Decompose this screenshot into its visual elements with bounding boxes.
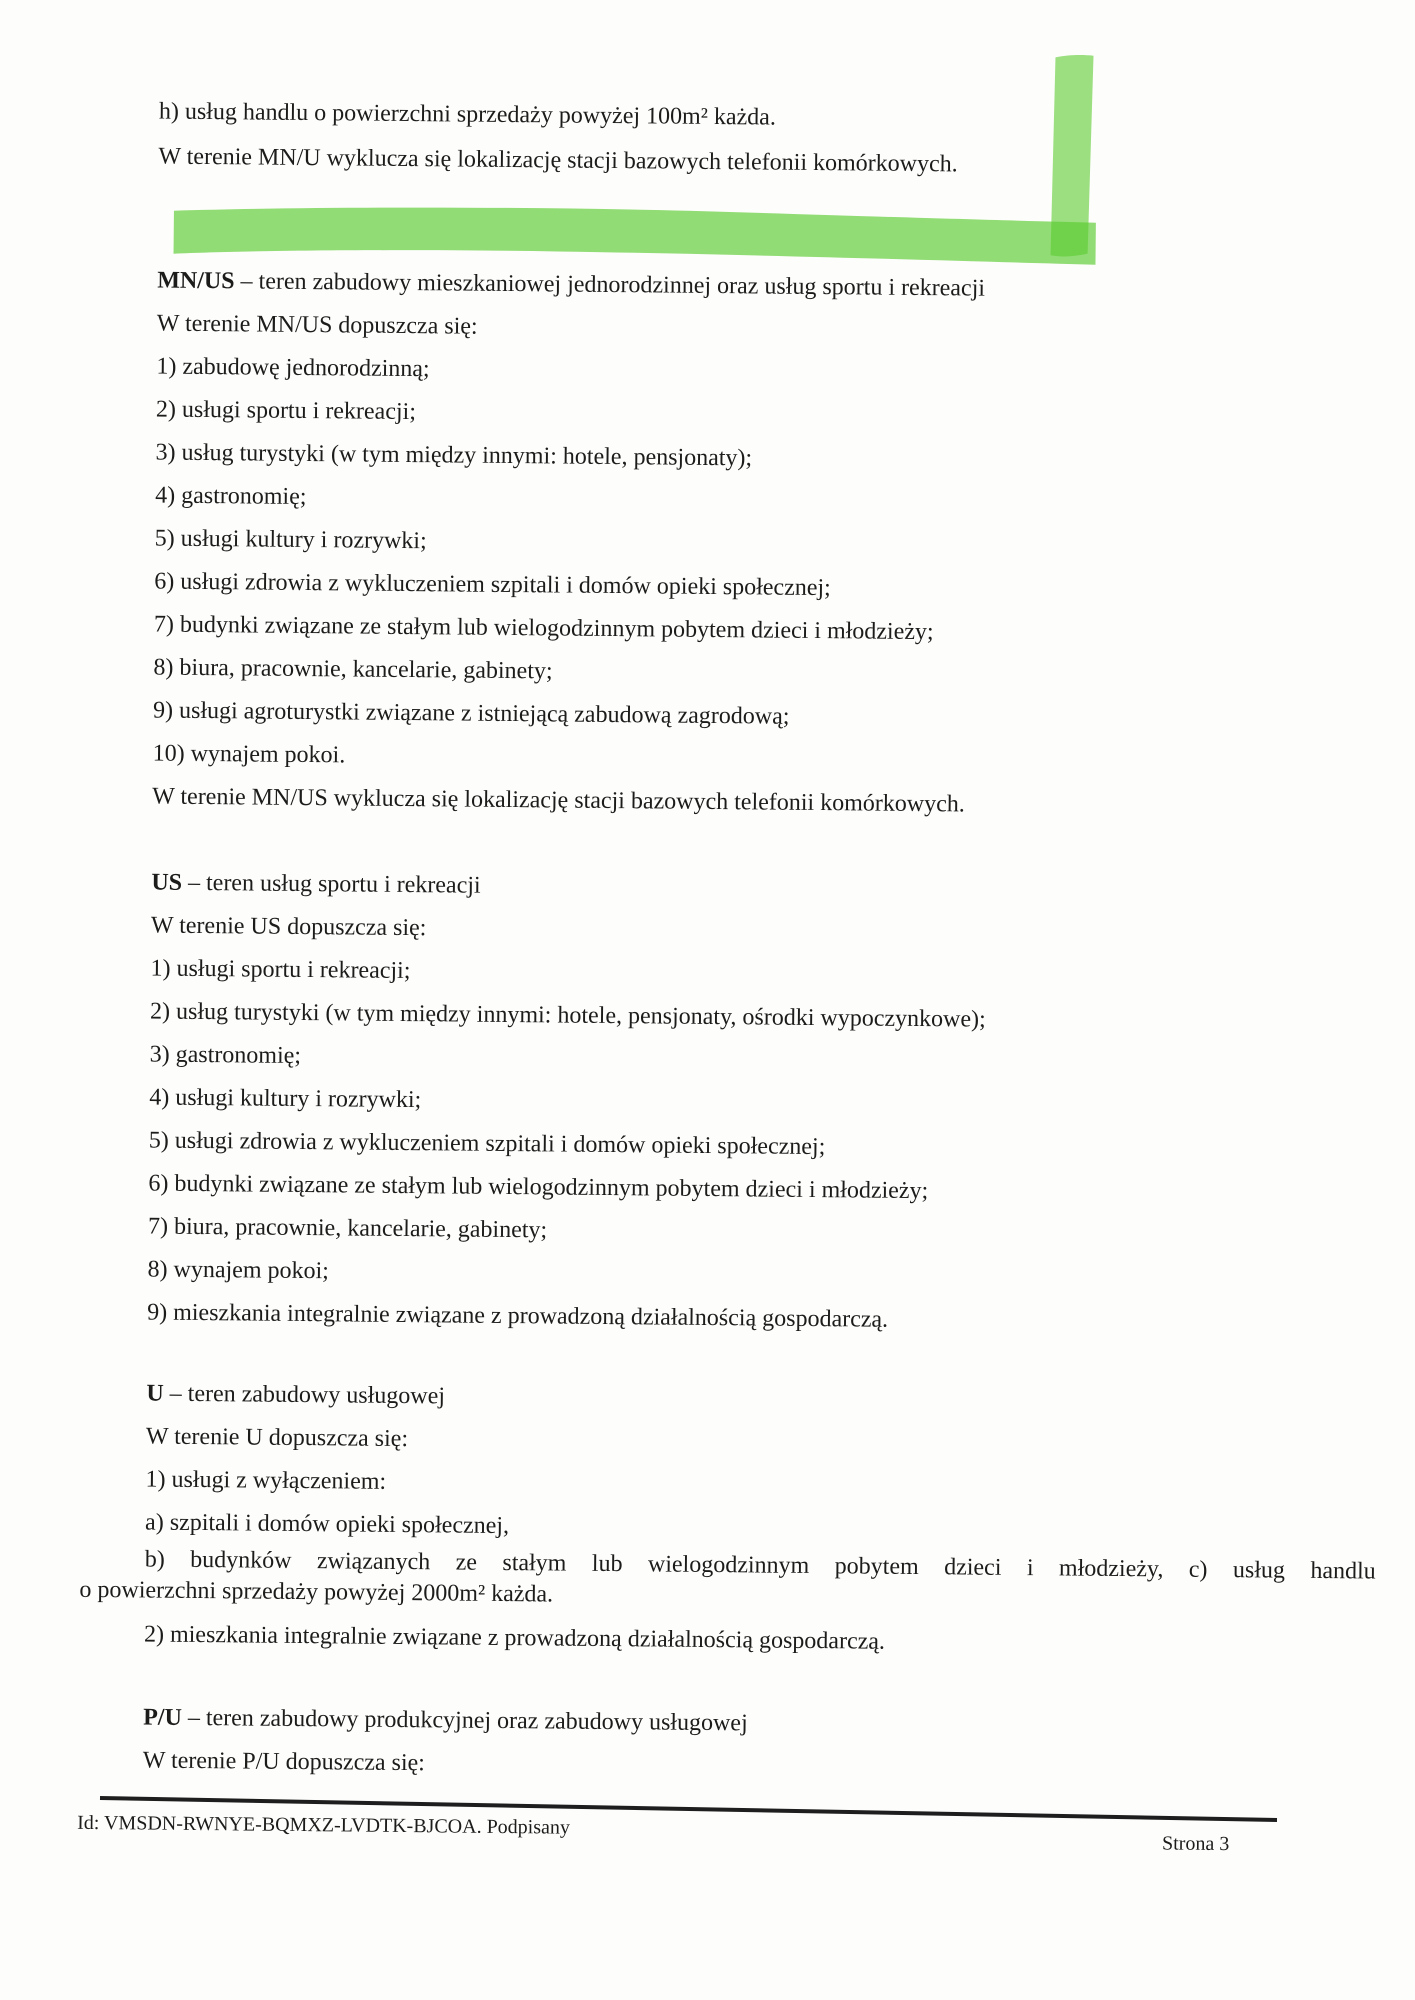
section-code: US [151, 869, 183, 896]
list-item: 1) zabudowę jednorodzinną; [156, 353, 430, 383]
list-item: 2) usługi sportu i rekreacji; [155, 396, 417, 426]
list-item: 7) budynki związane ze stałym lub wielogodzinnym pobytem dzieci i młodzieży; [153, 611, 934, 646]
list-item: 3) usług turystyki (w tym między innymi: hotele, pensjonaty); [155, 439, 753, 472]
list-item: 9) usługi agroturystki związane z istniejącą zabudową zagrodową; [152, 697, 790, 730]
text-line: W terenie US dopuszcza się: [150, 912, 427, 942]
list-item: 8) wynajem pokoi; [147, 1256, 330, 1285]
section-title: – teren zabudowy usługowej [163, 1380, 446, 1410]
list-item: a) szpitali i domów opieki społecznej, [144, 1509, 510, 1540]
footer-document-id: Id: VMSDN-RWNYE-BQMXZ-LVDTK-BJCOA. Podpisany [77, 1811, 571, 1839]
section-code: U [146, 1380, 164, 1407]
section-code: MN/US [157, 267, 235, 295]
section-title: – teren usług sportu i rekreacji [181, 869, 481, 899]
list-item: 4) usługi kultury i rozrywki; [149, 1084, 422, 1114]
list-item: 3) gastronomię; [149, 1041, 302, 1069]
list-item: 8) biura, pracownie, kancelarie, gabinety; [153, 654, 553, 685]
section-title: – teren zabudowy mieszkaniowej jednorodzinnej oraz usług sportu i rekreacji [234, 268, 986, 302]
list-item: 6) budynki związane ze stałym lub wielogodzinnym pobytem dzieci i młodzieży; [148, 1170, 929, 1205]
list-item: 7) biura, pracownie, kancelarie, gabinety; [147, 1213, 548, 1244]
list-item: 2) usług turystyki (w tym między innymi: hotele, pensjonaty, ośrodki wypoczynkowe); [149, 998, 986, 1033]
list-item-justified: b) budynków związanych ze stałym lub wielogodzinnym pobytem dzieci i młodzieży, c) usług handlu [144, 1546, 1376, 1585]
list-item: 6) usługi zdrowia z wykluczeniem szpitali i domów opieki społecznej; [154, 568, 831, 602]
text-line: W terenie P/U dopuszcza się: [142, 1747, 426, 1777]
list-item: 1) usługi sportu i rekreacji; [150, 955, 411, 985]
list-item: 5) usługi kultury i rozrywki; [154, 525, 427, 555]
list-item: 9) mieszkania integralnie związane z prowadzoną działalnością gospodarczą. [147, 1299, 889, 1333]
text-line: W terenie U dopuszcza się: [145, 1423, 409, 1453]
page-number: Strona 3 [1161, 1832, 1230, 1856]
text-line: W terenie MN/US wyklucza się lokalizację stacji bazowych telefonii komórkowych. [152, 783, 965, 818]
text-line: W terenie MN/US dopuszcza się: [156, 310, 478, 340]
text-line: W terenie MN/U wyklucza się lokalizację stacji bazowych telefonii komórkowych. [158, 143, 958, 178]
list-item: 1) usługi z wyłączeniem: [145, 1466, 387, 1495]
text-line: h) usług handlu o powierzchni sprzedaży powyżej 100m² każda. [158, 98, 777, 131]
list-item: 5) usługi zdrowia z wykluczeniem szpitali i domów opieki społecznej; [148, 1127, 826, 1161]
list-item: 4) gastronomię; [155, 482, 307, 511]
wrapped-line: o powierzchni sprzedaży powyżej 2000m² każda. [79, 1576, 554, 1608]
section-code: P/U [143, 1704, 183, 1731]
section-title: – teren zabudowy produkcyjnej oraz zabudowy usługowej [181, 1704, 748, 1737]
list-item: 2) mieszkania integralnie związane z prowadzoną działalnością gospodarczą. [143, 1621, 886, 1655]
list-item: 10) wynajem pokoi. [152, 740, 346, 769]
